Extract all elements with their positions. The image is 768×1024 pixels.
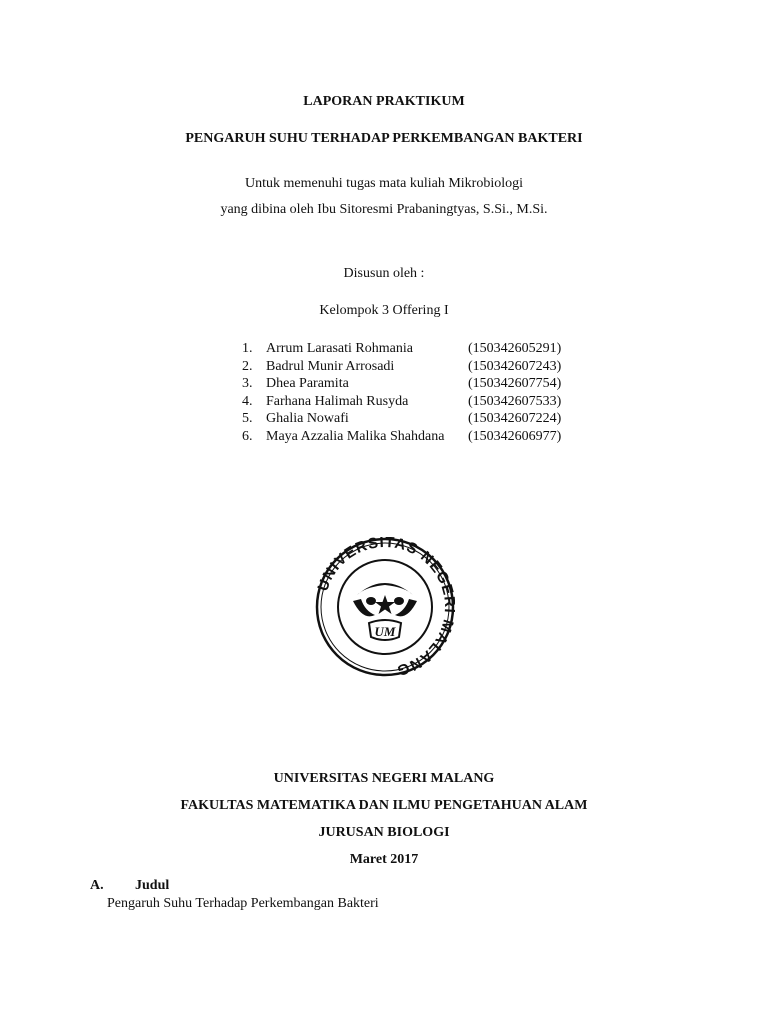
report-title: PENGARUH SUHU TERHADAP PERKEMBANGAN BAKTERI: [185, 131, 583, 146]
purpose-line-2: yang dibina oleh Ibu Sitoresmi Prabaningtyas, S.Si., M.Si.: [220, 202, 548, 217]
member-row: [236, 428, 578, 446]
member-number: 6.: [242, 428, 253, 444]
member-name: Maya Azzalia Malika Shahdana: [266, 428, 445, 444]
member-number: 2.: [242, 358, 253, 374]
member-row: [236, 410, 578, 428]
member-id: (150342607243): [468, 358, 562, 374]
section-a-body: Pengaruh Suhu Terhadap Perkembangan Bakteri: [107, 896, 379, 911]
member-id: (150342606977): [468, 428, 562, 444]
university-name: UNIVERSITAS NEGERI MALANG: [273, 771, 495, 786]
report-type: LAPORAN PRAKTIKUM: [303, 94, 465, 109]
faculty-name: FAKULTAS MATEMATIKA DAN ILMU PENGETAHUAN ALAM: [180, 798, 588, 813]
member-id: (150342607754): [468, 376, 562, 392]
member-name: Arrum Larasati Rohmania: [266, 341, 413, 356]
member-row: [236, 340, 578, 358]
university-seal-icon: [315, 537, 455, 677]
member-number: 1.: [242, 341, 253, 356]
member-row: [236, 358, 578, 376]
authored-by-label: Disusun oleh :: [343, 266, 425, 281]
member-name: Ghalia Nowafi: [266, 411, 349, 427]
university-logo: [315, 537, 455, 677]
report-date: Maret 2017: [349, 852, 419, 867]
member-number: 3.: [242, 376, 253, 392]
seal-monogram: UM: [374, 624, 396, 639]
purpose-line-1: Untuk memenuhi tugas mata kuliah Mikrobiologi: [244, 176, 524, 191]
section-a-heading: [90, 877, 169, 895]
member-name: Dhea Paramita: [266, 376, 349, 392]
member-name: Farhana Halimah Rusyda: [266, 393, 409, 409]
member-id: (150342607533): [468, 393, 562, 409]
member-row: [236, 375, 578, 393]
member-row: [236, 393, 578, 411]
department-name: JURUSAN BIOLOGI: [318, 825, 450, 840]
member-number: 5.: [242, 411, 253, 427]
group-name: Kelompok 3 Offering I: [319, 303, 449, 318]
member-number: 4.: [242, 393, 253, 409]
member-name: Badrul Munir Arrosadi: [266, 358, 395, 374]
member-list: [236, 340, 578, 446]
seal-ring-text: UNIVERSITAS NEGE MALANG: [315, 537, 455, 677]
member-id: (150342607224): [468, 411, 562, 427]
member-id: (150342605291): [468, 341, 562, 356]
section-letter: A.: [90, 878, 104, 893]
section-title: Judul: [135, 878, 170, 893]
